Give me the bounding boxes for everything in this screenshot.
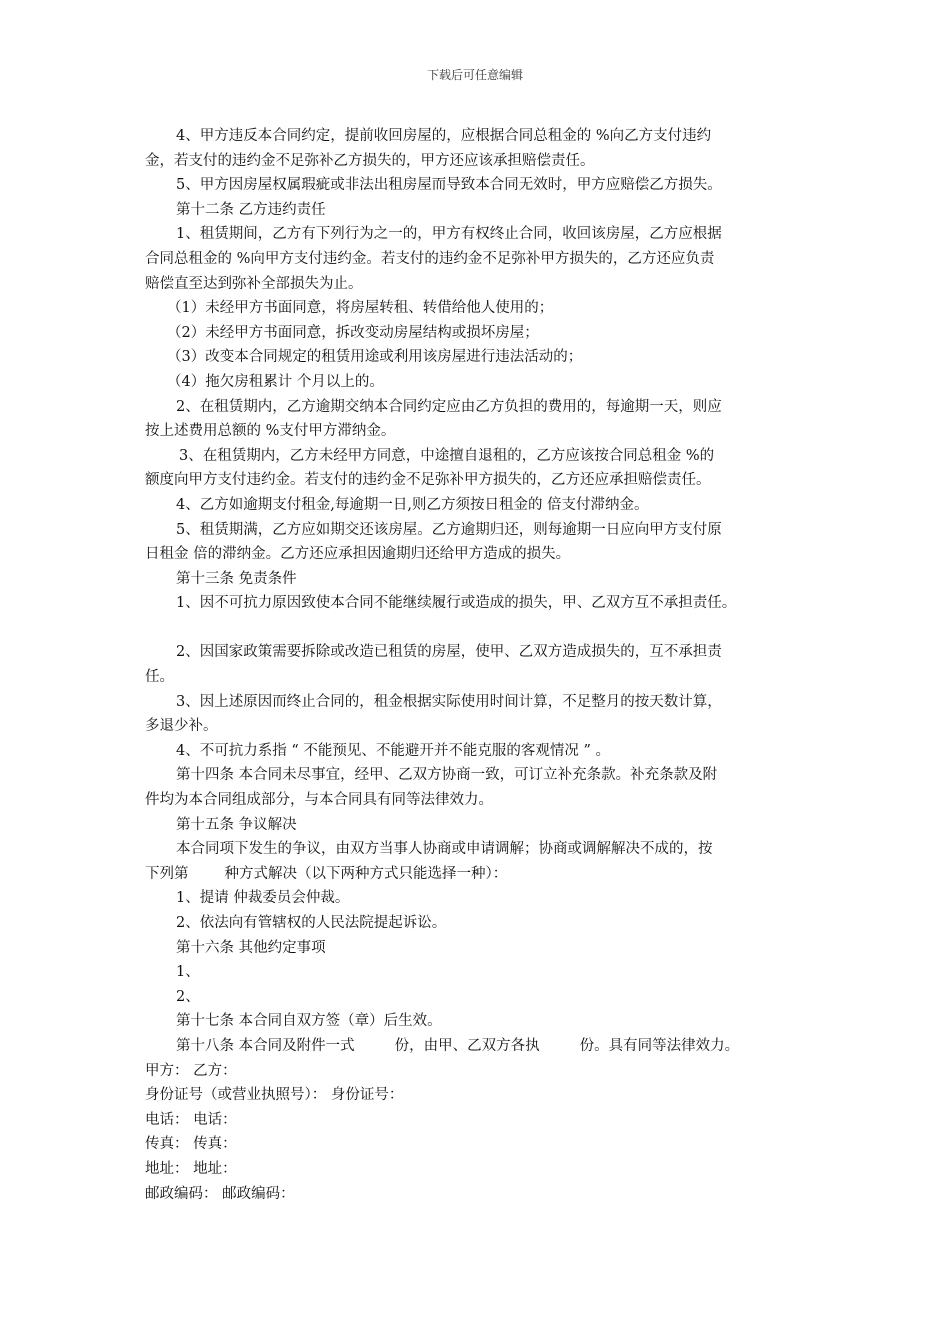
article-heading: 第十二条 乙方违约责任 bbox=[176, 201, 326, 218]
clause-paragraph: 5、租赁期满，乙方应如期交还该房屋。乙方逾期归还，则每逾期一日应向甲方支付原 bbox=[176, 521, 722, 538]
clause-paragraph: 本合同项下发生的争议，由双方当事人协商或申请调解；协商或调解解决不成的，按 bbox=[176, 841, 713, 858]
article-heading: 第十七条 本合同自双方签（章）后生效。 bbox=[176, 1013, 442, 1030]
contract-body bbox=[145, 124, 815, 1206]
clause-paragraph: 1、因不可抗力原因致使本合同不能继续履行或造成的损失，甲、乙双方互不承担责任。 bbox=[176, 595, 737, 612]
clause-paragraph: 4、不可抗力系指 “ 不能预见、不能避开并不能克服的客观情况 ” 。 bbox=[176, 742, 610, 759]
clause-paragraph: 日租金 倍的滞纳金。乙方还应承担因逾期归还给甲方造成的损失。 bbox=[145, 546, 571, 563]
list-item: 1、 bbox=[176, 964, 200, 981]
clause-paragraph: 1、租赁期间，乙方有下列行为之一的，甲方有权终止合同，收回该房屋，乙方应根据 bbox=[176, 226, 722, 243]
list-item: （4）拖欠房租累计 个月以上的。 bbox=[167, 373, 384, 390]
clause-paragraph: 赔偿直至达到弥补全部损失为止。 bbox=[145, 275, 363, 292]
list-item: 1、提请 仲裁委员会仲裁。 bbox=[176, 890, 350, 907]
page-header: 下载后可任意编辑 bbox=[426, 68, 523, 82]
clause-text: 下列第 bbox=[145, 865, 189, 882]
article-heading: 第十六条 其他约定事项 bbox=[176, 939, 326, 956]
clause-paragraph: 件均为本合同组成部分，与本合同具有同等法律效力。 bbox=[145, 792, 493, 809]
clause-paragraph: 2、在租赁期内，乙方逾期交纳本合同约定应由乙方负担的费用的，每逾期一天，则应 bbox=[176, 398, 722, 415]
signature-field-id: 身份证号（或营业执照号）： 身份证号： bbox=[145, 1087, 404, 1104]
clause-paragraph: 任。 bbox=[145, 669, 174, 686]
list-item: （1）未经甲方书面同意，将房屋转租、转借给他人使用的； bbox=[167, 300, 554, 317]
list-item: 2、 bbox=[176, 988, 200, 1005]
article-heading: 第十五条 争议解决 bbox=[176, 816, 297, 833]
clause-text: 份，由甲、乙双方各执 bbox=[394, 1037, 540, 1054]
clause-paragraph: 4、甲方违反本合同约定，提前收回房屋的，应根据合同总租金的 %向乙方支付违约 bbox=[176, 128, 712, 144]
clause-paragraph: 3、因上述原因而终止合同的，租金根据实际使用时间计算，不足整月的按天数计算， bbox=[176, 693, 722, 710]
signature-field-party: 甲方： 乙方： bbox=[145, 1062, 237, 1079]
clause-paragraph: 4、乙方如逾期支付租金,每逾期一日,则乙方须按日租金的 倍支付滞纳金。 bbox=[176, 496, 649, 513]
clause-paragraph bbox=[145, 862, 815, 887]
clause-text: 第十八条 本合同及附件一式 bbox=[176, 1037, 355, 1054]
signature-field-address: 地址： 地址： bbox=[145, 1160, 237, 1177]
list-item: 2、依法向有管辖权的人民法院提起诉讼。 bbox=[176, 915, 447, 931]
article-heading: 第十三条 免责条件 bbox=[176, 570, 297, 587]
clause-text: 份。具有同等法律效力。 bbox=[579, 1037, 740, 1054]
blank-line bbox=[145, 616, 815, 641]
list-item: （3）改变本合同规定的租赁用途或利用该房屋进行违法活动的； bbox=[167, 349, 583, 366]
clause-paragraph: 金，若支付的违约金不足弥补乙方损失的，甲方还应该承担赔偿责任。 bbox=[145, 152, 595, 169]
signature-field-phone: 电话： 电话： bbox=[145, 1111, 237, 1128]
clause-paragraph: 多退少补。 bbox=[145, 718, 218, 735]
clause-paragraph: 5、甲方因房屋权属瑕疵或非法出租房屋而导致本合同无效时，甲方应赔偿乙方损失。 bbox=[176, 177, 722, 194]
signature-field-fax: 传真： 传真： bbox=[145, 1136, 237, 1153]
clause-paragraph: 2、因国家政策需要拆除或改造已租赁的房屋，使甲、乙双方造成损失的，互不承担责 bbox=[176, 644, 722, 661]
clause-text: 种方式解决（以下两种方式只能选择一种）： bbox=[224, 865, 508, 882]
article-heading: 第十四条 本合同未尽事宜，经甲、乙双方协商一致，可订立补充条款。补充条款及附 bbox=[176, 767, 718, 784]
signature-field-postcode: 邮政编码： 邮政编码： bbox=[145, 1185, 295, 1202]
clause-paragraph: 额度向甲方支付违约金。若支付的违约金不足弥补甲方损失的，乙方还应承担赔偿责任。 bbox=[145, 472, 711, 489]
clause-paragraph: 3、在租赁期内，乙方未经甲方同意，中途擅自退租的，乙方应该按合同总租金 %的 bbox=[179, 447, 715, 464]
clause-paragraph: 合同总租金的 %向甲方支付违约金。若支付的违约金不足弥补甲方损失的，乙方还应负责 bbox=[145, 250, 715, 267]
list-item: （2）未经甲方书面同意，拆改变动房屋结构或损坏房屋； bbox=[167, 324, 539, 341]
article-heading bbox=[145, 1034, 815, 1059]
clause-paragraph: 按上述费用总额的 %支付甲方滞纳金。 bbox=[145, 423, 396, 440]
